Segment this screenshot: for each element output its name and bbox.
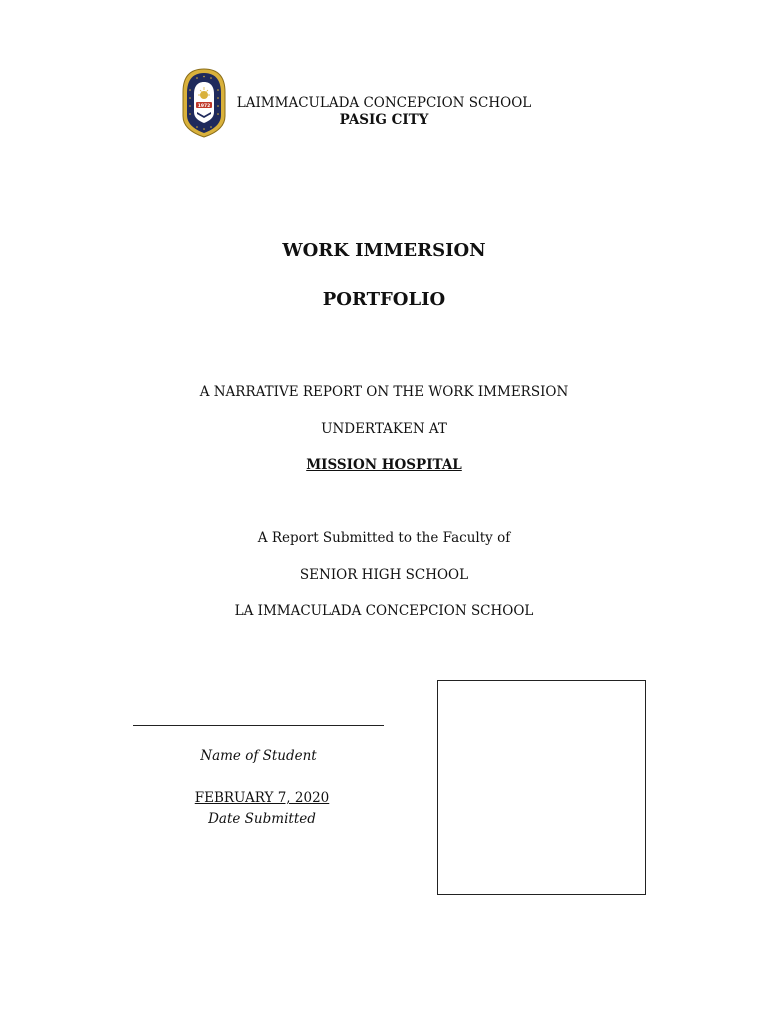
signature-line	[133, 725, 384, 726]
submission-department: SENIOR HIGH SCHOOL	[299, 567, 469, 583]
document-subtitle: PORTFOLIO	[322, 289, 446, 310]
company-name: MISSION HOSPITAL	[306, 457, 462, 473]
submission-line: A Report Submitted to the Faculty of	[257, 530, 511, 546]
date-submitted-value: FEBRUARY 7, 2020	[194, 790, 330, 806]
submission-school: LA IMMACULADA CONCEPCION SCHOOL	[234, 603, 534, 619]
school-name: LAIMMACULADA CONCEPCION SCHOOL	[236, 95, 532, 111]
school-seal-icon	[181, 68, 227, 138]
photo-placeholder-box	[437, 680, 646, 895]
narrative-undertaken: UNDERTAKEN AT	[321, 421, 447, 437]
svg-text:1972: 1972	[197, 103, 211, 109]
student-name-label: Name of Student	[200, 748, 317, 764]
narrative-heading: A NARRATIVE REPORT ON THE WORK IMMERSION	[199, 384, 569, 400]
school-city: PASIG CITY	[339, 112, 429, 128]
document-title: WORK IMMERSION	[282, 240, 486, 261]
date-submitted-label: Date Submitted	[208, 811, 316, 827]
